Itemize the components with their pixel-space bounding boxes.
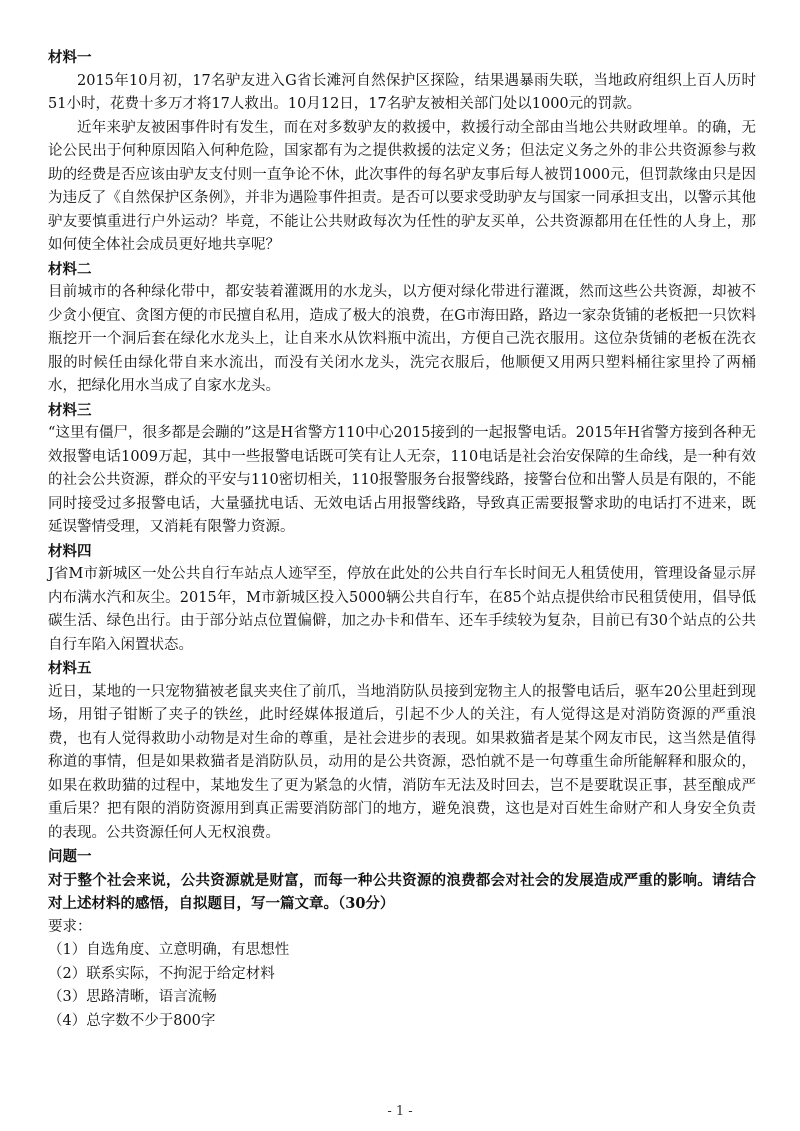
section-3-paragraph-1: “这里有僵尸，很多都是会蹦的”这是H省警方110中心2015接到的一起报警电话。2015年H省警方接到各种无效报警电话1009万起，其中一些报警电话既可笑有让人无奈，110电话是社会治安保障的生命线，是一种有效的社会公共资源，群众的平安与110密切相关，110报警服务台报警线路，接警台位和出警人员是有限的，不能同时接受过多报警电话，大量骚扰电话、无效电话占用报警线路，导致真正需要报警求助的电话打不进来，既延误警情受理，又消耗有限警力资源。 <box>48 425 756 535</box>
section-4-paragraph-1: J省M市新城区一处公共自行车站点人迹罕至，停放在此处的公共自行车长时间无人租赁使用，管理设备显示屏内布满水汽和灰尘。2015年，M市新城区投入5000辆公共自行车，在85个站点提供给市民租赁使用，倡导低碳生活、绿色出行。由于部分站点位置偏僻，加之办卡和借车、还车手续较为复杂，目前已有30个站点的公共自行车陷入闲置状态。 <box>48 566 756 653</box>
question-text: 对于整个社会来说，公共资源就是财富，而每一种公共资源的浪费都会对社会的发展造成严重的影响。请结合对上述材料的感悟，自拟题目，写一篇文章。（30分） <box>48 871 756 912</box>
question-title: 问题一 <box>48 848 92 865</box>
section-title-3: 材料三 <box>48 401 92 419</box>
section-1-paragraph-1: 2015年10月初，17名驴友进入G省长滩河自然保护区探险，结果遇暴雨失联，当地政府组织上百人历时51小时，花费十多万才将17人救出。10月12日，17名驴友被相关部门处以1000元的罚款。 <box>48 72 756 112</box>
section-title-4: 材料四 <box>48 542 92 560</box>
requirement-item-3: （3）思路清晰，语言流畅 <box>48 989 217 1005</box>
requirement-item-1: （1）自选角度、立意明确，有思想性 <box>48 942 290 958</box>
section-5-paragraph-1: 近日，某地的一只宠物猫被老鼠夹夹住了前爪，当地消防队员接到宠物主人的报警电话后，驱车20公里赶到现场，用钳子钳断了夹子的铁丝，此时经媒体报道后，引起不少人的关注，有人觉得这是对消防资源的严重浪费，也有人觉得救助小动物是对生命的尊重，是社会进步的表现。如果救猫者是某个网友市民，这当然是值得称道的事情，但是如果救猫者是消防队员，动用的是公共资源，恐怕就不是一句尊重生命所能解释和服众的，如果在救助猫的过程中，某地发生了更为紧急的火情，消防车无法及时回去，岂不是要耽误正事，甚至酿成严重后果？把有限的消防资源用到真正需要消防部门的地方，避免浪费，这也是对百姓生命财产和人身安全负责的表现。公共资源任何人无权浪费。 <box>48 683 756 841</box>
section-title-1: 材料一 <box>48 49 92 66</box>
section-title-2: 材料二 <box>48 260 92 278</box>
section-title-5: 材料五 <box>48 660 92 677</box>
page-number: - 1 - <box>387 1104 413 1119</box>
section-2-paragraph-1: 目前城市的各种绿化带中，都安装着灌溉用的水龙头，以方便对绿化带进行灌溉，然而这些公共资源，却被不少贪小便宜、贪图方便的市民擅自私用，造成了极大的浪费，在G市海田路，路边一家杂货铺的老板把一只饮料瓶挖开一个洞后套在绿化水龙头上，让自来水从饮料瓶中流出，方便自己洗衣服用。这位杂货铺的老板在洗衣服的时候任由绿化带自来水流出，而没有关闭水龙头，洗完衣服后，他顺便又用两只塑料桶往家里拎了两桶水，把绿化用水当成了自家水龙头。 <box>48 284 756 394</box>
requirements-label: 要求： <box>48 918 92 935</box>
requirement-item-4: （4）总字数不少于800字 <box>48 1012 216 1029</box>
requirement-item-2: （2）联系实际，不拘泥于给定材料 <box>48 965 275 982</box>
section-1-paragraph-2: 近年来驴友被困事件时有发生，而在对多数驴友的救援中，救援行动全部由当地公共财政埋单。的确，无论公民出于何种原因陷入何种危险，国家都有为之提供救援的法定义务；但法定义务之外的非公共资源参与救助的经费是否应该由驴友支付则一直争论不休，此次事件的每名驴友事后每人被罚1000元，但罚款缘由只是因为违反了《自然保护区条例》，并非为遇险事件担责。是否可以要求受助驴友与国家一同承担支出，以警示其他驴友要慎重进行户外运动？毕竟，不能让公共财政每次为任性的驴友买单，公共资源都用在任性的人身上，那如何使全体社会成员更好地共享呢？ <box>48 119 756 253</box>
document-content <box>48 46 756 1033</box>
